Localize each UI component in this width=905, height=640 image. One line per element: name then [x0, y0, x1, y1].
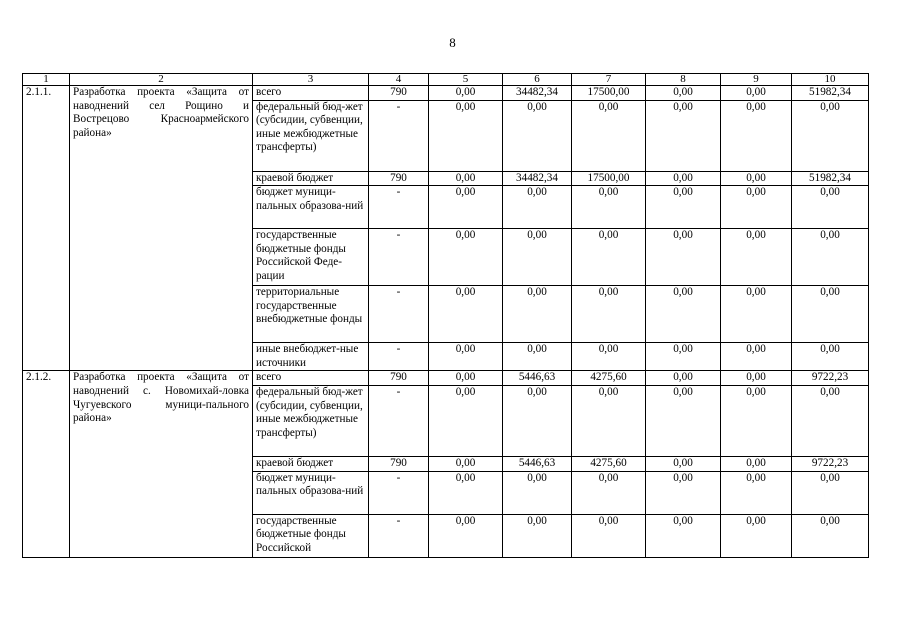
value-cell: 0,00 [572, 385, 646, 456]
value-cell: 790 [369, 371, 429, 386]
value-cell: 0,00 [792, 385, 869, 456]
value-cell: 0,00 [429, 385, 503, 456]
column-number-cell: 4 [369, 74, 429, 86]
value-cell: 790 [369, 171, 429, 186]
value-cell: - [369, 286, 429, 343]
value-cell: 0,00 [792, 286, 869, 343]
value-cell: - [369, 229, 429, 286]
column-number-cell: 9 [721, 74, 792, 86]
value-cell: 0,00 [646, 186, 721, 229]
value-cell: 0,00 [429, 229, 503, 286]
value-cell: 0,00 [429, 171, 503, 186]
value-cell: 0,00 [503, 514, 572, 557]
value-cell: - [369, 343, 429, 371]
funding-source: федеральный бюд-жет (субсидии, субвенции, иные межбюджетные трансферты) [253, 385, 369, 456]
value-cell: 0,00 [721, 186, 792, 229]
value-cell: 0,00 [572, 514, 646, 557]
value-cell: 0,00 [572, 343, 646, 371]
value-cell: 0,00 [721, 371, 792, 386]
column-number-cell: 1 [23, 74, 70, 86]
value-cell: 0,00 [572, 229, 646, 286]
page-number: 8 [449, 35, 456, 50]
table-row [23, 86, 869, 101]
value-cell: 0,00 [503, 186, 572, 229]
value-cell: 0,00 [429, 100, 503, 171]
value-cell: 5446,63 [503, 371, 572, 386]
value-cell: 0,00 [646, 514, 721, 557]
value-cell: 0,00 [429, 343, 503, 371]
table-row [23, 371, 869, 386]
funding-source: государственные бюджетные фонды Российской Феде-рации [253, 229, 369, 286]
value-cell: - [369, 186, 429, 229]
value-cell: 0,00 [646, 343, 721, 371]
funding-source: бюджет муници-пальных образова-ний [253, 186, 369, 229]
value-cell: 9722,23 [792, 371, 869, 386]
value-cell: 0,00 [646, 371, 721, 386]
item-code: 2.1.1. [23, 86, 70, 371]
value-cell: - [369, 471, 429, 514]
column-number-cell: 2 [70, 74, 253, 86]
value-cell: 0,00 [503, 100, 572, 171]
value-cell: 0,00 [503, 471, 572, 514]
value-cell: 790 [369, 86, 429, 101]
value-cell: 0,00 [792, 471, 869, 514]
value-cell: 0,00 [429, 286, 503, 343]
value-cell: 0,00 [646, 171, 721, 186]
value-cell: 0,00 [572, 471, 646, 514]
column-number-cell: 6 [503, 74, 572, 86]
value-cell: 0,00 [792, 100, 869, 171]
value-cell: 0,00 [792, 514, 869, 557]
column-number-cell: 8 [646, 74, 721, 86]
value-cell: 0,00 [646, 471, 721, 514]
funding-source: краевой бюджет [253, 171, 369, 186]
value-cell: 34482,34 [503, 86, 572, 101]
value-cell: 9722,23 [792, 456, 869, 471]
value-cell: - [369, 385, 429, 456]
value-cell: 0,00 [503, 229, 572, 286]
item-name: Разработка проекта «Защита от наводнений с. Новомихай-ловка Чугуевского муници-пального района» [70, 371, 253, 557]
value-cell: - [369, 100, 429, 171]
value-cell: - [369, 514, 429, 557]
value-cell: 0,00 [721, 286, 792, 343]
table-body [23, 74, 869, 558]
value-cell: 17500,00 [572, 171, 646, 186]
value-cell: 0,00 [429, 456, 503, 471]
value-cell: 0,00 [429, 186, 503, 229]
value-cell: 0,00 [503, 343, 572, 371]
value-cell: 17500,00 [572, 86, 646, 101]
value-cell: 0,00 [429, 514, 503, 557]
value-cell: 0,00 [503, 385, 572, 456]
value-cell: 0,00 [646, 86, 721, 101]
item-name: Разработка проекта «Защита от наводнений сел Рощино и Вострецово Красноармейского района» [70, 86, 253, 371]
value-cell: 0,00 [646, 100, 721, 171]
value-cell: 790 [369, 456, 429, 471]
value-cell: 4275,60 [572, 456, 646, 471]
value-cell: 0,00 [646, 456, 721, 471]
funding-source: бюджет муници-пальных образова-ний [253, 471, 369, 514]
value-cell: 0,00 [792, 343, 869, 371]
value-cell: 0,00 [646, 229, 721, 286]
funding-source: иные внебюджет-ные источники [253, 343, 369, 371]
value-cell: 0,00 [429, 371, 503, 386]
value-cell: 0,00 [572, 186, 646, 229]
value-cell: 51982,34 [792, 86, 869, 101]
value-cell: 0,00 [792, 229, 869, 286]
funding-source: всего [253, 86, 369, 101]
budget-table [22, 73, 869, 558]
value-cell: 0,00 [646, 385, 721, 456]
value-cell: 0,00 [646, 286, 721, 343]
value-cell: 0,00 [572, 100, 646, 171]
value-cell: 4275,60 [572, 371, 646, 386]
value-cell: 0,00 [721, 471, 792, 514]
value-cell: 0,00 [792, 186, 869, 229]
value-cell: 0,00 [721, 456, 792, 471]
funding-source: всего [253, 371, 369, 386]
value-cell: 0,00 [572, 286, 646, 343]
value-cell: 0,00 [721, 343, 792, 371]
funding-source: федеральный бюд-жет (субсидии, субвенции, иные межбюджетные трансферты) [253, 100, 369, 171]
value-cell: 0,00 [429, 86, 503, 101]
value-cell: 0,00 [429, 471, 503, 514]
value-cell: 0,00 [503, 286, 572, 343]
value-cell: 0,00 [721, 229, 792, 286]
value-cell: 0,00 [721, 100, 792, 171]
value-cell: 0,00 [721, 86, 792, 101]
column-number-cell: 7 [572, 74, 646, 86]
column-number-row [23, 74, 869, 86]
column-number-cell: 10 [792, 74, 869, 86]
value-cell: 0,00 [721, 514, 792, 557]
funding-source: краевой бюджет [253, 456, 369, 471]
column-number-cell: 5 [429, 74, 503, 86]
funding-source: территориальные государственные внебюджетные фонды [253, 286, 369, 343]
value-cell: 51982,34 [792, 171, 869, 186]
value-cell: 0,00 [721, 385, 792, 456]
value-cell: 5446,63 [503, 456, 572, 471]
value-cell: 34482,34 [503, 171, 572, 186]
value-cell: 0,00 [721, 171, 792, 186]
item-code: 2.1.2. [23, 371, 70, 557]
column-number-cell: 3 [253, 74, 369, 86]
funding-source: государственные бюджетные фонды Российской [253, 514, 369, 557]
